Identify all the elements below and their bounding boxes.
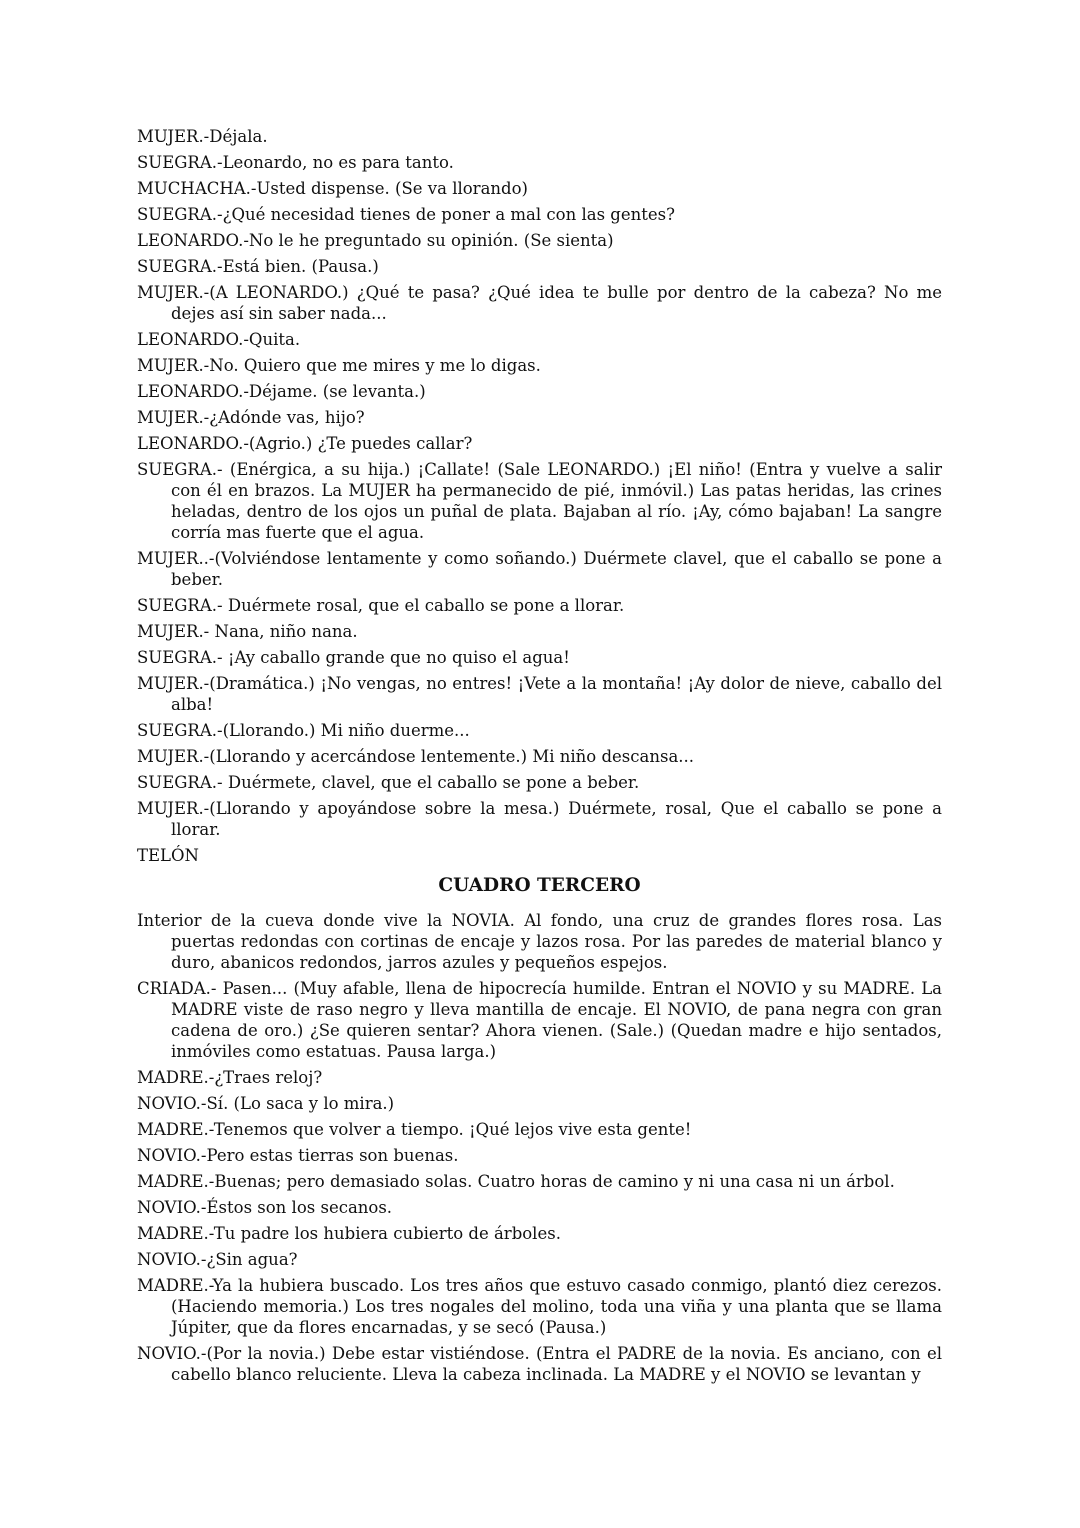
dialogue-line: NOVIO.-(Por la novia.) Debe estar vistiéndose. (Entra el PADRE de la novia. Es anciano, con el cabello blanco reluciente. Lleva la cabeza inclinada. La MADRE y el NOVIO se levantan y bbox=[137, 1344, 942, 1384]
dialogue-line: MUJER.-¿Adónde vas, hijo? bbox=[137, 408, 365, 427]
dialogue-line: MUCHACHA.-Usted dispense. (Se va llorando) bbox=[137, 179, 528, 198]
dialogue-line: MUJER.- Nana, niño nana. bbox=[137, 622, 358, 641]
dialogue-line: LEONARDO.-No le he preguntado su opinión. (Se sienta) bbox=[137, 231, 614, 250]
dialogue-line: SUEGRA.-Está bien. (Pausa.) bbox=[137, 257, 379, 276]
dialogue-line: SUEGRA.- Duérmete rosal, que el caballo se pone a llorar. bbox=[137, 596, 625, 615]
dialogue-line: MUJER.-(Dramática.) ¡No vengas, no entres! ¡Vete a la montaña! ¡Ay dolor de nieve, caballo del alba! bbox=[137, 674, 942, 714]
dialogue-line: MADRE.-Tenemos que volver a tiempo. ¡Qué lejos vive esta gente! bbox=[137, 1120, 692, 1139]
curtain-line: TELÓN bbox=[137, 846, 199, 865]
dialogue-line: NOVIO.-Pero estas tierras son buenas. bbox=[137, 1146, 459, 1165]
document-page bbox=[137, 126, 942, 1390]
dialogue-line: LEONARDO.-Déjame. (se levanta.) bbox=[137, 382, 426, 401]
dialogue-line: MUJER.-(Llorando y apoyándose sobre la mesa.) Duérmete, rosal, Que el caballo se pone a llorar. bbox=[137, 799, 942, 839]
dialogue-line: MADRE.-Buenas; pero demasiado solas. Cuatro horas de camino y ni una casa ni un árbol. bbox=[137, 1172, 895, 1191]
dialogue-line: LEONARDO.-(Agrio.) ¿Te puedes callar? bbox=[137, 434, 473, 453]
dialogue-line: NOVIO.-¿Sin agua? bbox=[137, 1250, 298, 1269]
dialogue-line: MUJER.-(Llorando y acercándose lentemente.) Mi niño descansa... bbox=[137, 747, 695, 766]
dialogue-line: SUEGRA.-Leonardo, no es para tanto. bbox=[137, 153, 454, 172]
dialogue-line: SUEGRA.- (Enérgica, a su hija.) ¡Callate! (Sale LEONARDO.) ¡El niño! (Entra y vuelve a salir con él en brazos. La MUJER ha permanecido de pié, inmóvil.) Las patas heridas, las crines heladas, dentro de los ojos un puñal de plata. Bajaban al río. ¡Ay, cómo bajaban! La sangre corría mas fuerte que el agua. bbox=[137, 460, 942, 542]
dialogue-line: MADRE.-Tu padre los hubiera cubierto de árboles. bbox=[137, 1224, 561, 1243]
dialogue-line: SUEGRA.- ¡Ay caballo grande que no quiso el agua! bbox=[137, 648, 570, 667]
dialogue-line: MUJER.-Déjala. bbox=[137, 127, 268, 146]
dialogue-line: CRIADA.- Pasen... (Muy afable, llena de hipocrecía humilde. Entran el NOVIO y su MADRE. La MADRE viste de raso negro y lleva mantilla de encaje. El NOVIO, de pana negra con gran cadena de oro.) ¿Se quieren sentar? Ahora vienen. (Sale.) (Quedan madre e hijo sentados, inmóviles como estatuas. Pausa larga.) bbox=[137, 979, 942, 1061]
dialogue-line: SUEGRA.-¿Qué necesidad tienes de poner a mal con las gentes? bbox=[137, 205, 675, 224]
dialogue-line: LEONARDO.-Quita. bbox=[137, 330, 301, 349]
dialogue-line: NOVIO.-Éstos son los secanos. bbox=[137, 1198, 393, 1217]
dialogue-line: MUJER.-No. Quiero que me mires y me lo digas. bbox=[137, 356, 541, 375]
dialogue-line: MADRE.-¿Traes reloj? bbox=[137, 1068, 323, 1087]
dialogue-line: MUJER..-(Volviéndose lentamente y como soñando.) Duérmete clavel, que el caballo se pone a beber. bbox=[137, 549, 942, 589]
dialogue-line: SUEGRA.-(Llorando.) Mi niño duerme... bbox=[137, 721, 470, 740]
section-heading: CUADRO TERCERO bbox=[438, 875, 641, 896]
dialogue-line: MADRE.-Ya la hubiera buscado. Los tres años que estuvo casado conmigo, plantó diez cerezos. (Haciendo memoria.) Los tres nogales del molino, toda una viña y una planta que se llama Júpiter, que da flores encarnadas, y se secó (Pausa.) bbox=[137, 1276, 942, 1337]
dialogue-line: MUJER.-(A LEONARDO.) ¿Qué te pasa? ¿Qué idea te bulle por dentro de la cabeza? No me dejes así sin saber nada... bbox=[137, 283, 942, 323]
dialogue-line: NOVIO.-Sí. (Lo saca y lo mira.) bbox=[137, 1094, 395, 1113]
stage-direction: Interior de la cueva donde vive la NOVIA. Al fondo, una cruz de grandes flores rosa. Las puertas redondas con cortinas de encaje y lazos rosa. Por las paredes de material blanco y duro, abanicos redondos, jarros azules y pequeños espejos. bbox=[137, 911, 942, 972]
dialogue-line: SUEGRA.- Duérmete, clavel, que el caballo se pone a beber. bbox=[137, 773, 640, 792]
